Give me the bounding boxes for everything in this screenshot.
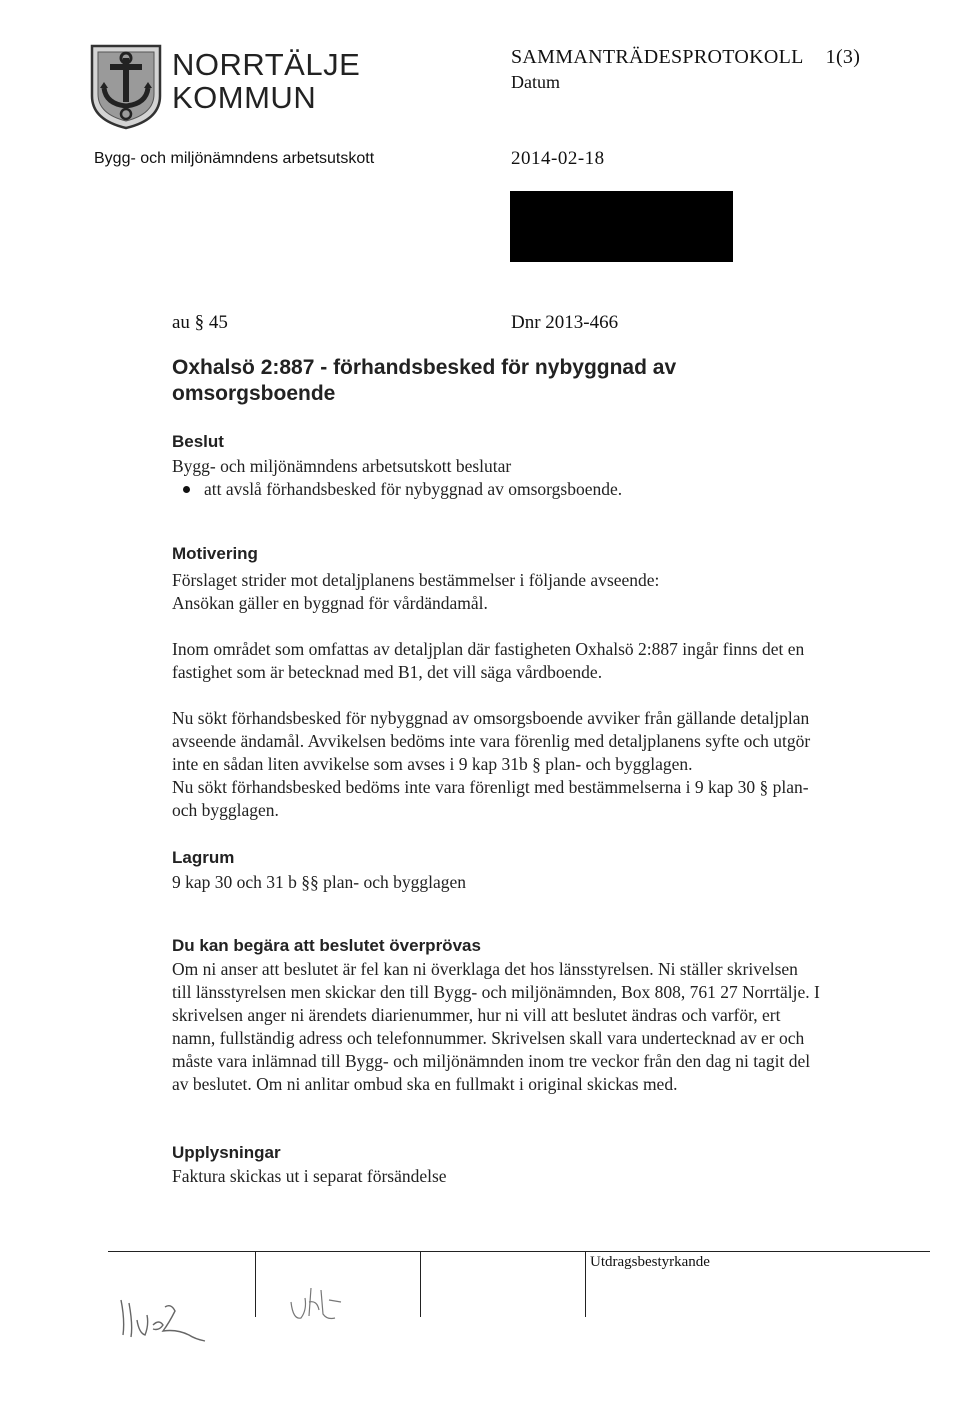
text-line: Förslaget strider mot detaljplanens bestämmelser i följande avseende: bbox=[172, 570, 660, 590]
text-line: fastighet som är betecknad med B1, det vill säga vårdboende. bbox=[172, 662, 603, 682]
lagrum-text: 9 kap 30 och 31 b §§ plan- och bygglagen bbox=[172, 872, 467, 892]
motivering-paragraph-2 bbox=[172, 638, 912, 684]
org-name-line2: KOMMUN bbox=[172, 80, 317, 115]
diary-number: Dnr 2013-466 bbox=[511, 312, 619, 333]
text-line: till länsstyrelsen men skickar den till Bygg- och miljönämnden, Box 808, 761 27 Norrtälje. I bbox=[172, 982, 820, 1002]
org-name-line1: NORRTÄLJE bbox=[172, 47, 361, 82]
text-line: måste vara inlämnad till Bygg- och miljönämnden inom tre veckor från den dag ni tagit del bbox=[172, 1051, 811, 1071]
signature-table-divider bbox=[255, 1251, 256, 1317]
signature-table-divider bbox=[585, 1251, 586, 1317]
beslut-section bbox=[172, 455, 912, 501]
committee-name: Bygg- och miljönämndens arbetsutskott bbox=[94, 150, 375, 167]
handwritten-signature-icon bbox=[285, 1280, 365, 1330]
meeting-date: 2014-02-18 bbox=[511, 148, 605, 169]
text-line: Om ni anser att beslutet är fel kan ni överklaga det hos länsstyrelsen. Ni ställer skrivelsen bbox=[172, 959, 798, 979]
text-line: Nu sökt förhandsbesked för nybyggnad av omsorgsboende avviker från gällande detaljplan bbox=[172, 708, 810, 728]
text-line: namn, fullständig adress och telefonnummer. Skrivelsen skall vara undertecknad av er och bbox=[172, 1028, 805, 1048]
section-reference: au § 45 bbox=[172, 312, 228, 333]
signature-table-divider bbox=[420, 1251, 421, 1317]
certified-extract-label: Utdragsbestyrkande bbox=[590, 1254, 710, 1270]
organization-name bbox=[172, 48, 360, 114]
motivering-paragraph-3 bbox=[172, 707, 912, 822]
appeal-heading: Du kan begära att beslutet överprövas bbox=[172, 936, 481, 955]
text-line: Inom området som omfattas av detaljplan där fastigheten Oxhalsö 2:887 ingår finns det en bbox=[172, 639, 805, 659]
beslut-bullet-text: att avslå förhandsbesked för nybyggnad av omsorgsboende. bbox=[204, 479, 623, 499]
case-title-line1: Oxhalsö 2:887 - förhandsbesked för nybyggnad av bbox=[172, 356, 677, 379]
bullet-icon bbox=[183, 486, 190, 493]
page-indicator: 1(3) bbox=[825, 46, 861, 68]
lagrum-heading: Lagrum bbox=[172, 848, 235, 867]
municipal-anchor-shield-icon bbox=[90, 44, 162, 130]
information-heading: Upplysningar bbox=[172, 1143, 281, 1162]
case-title bbox=[172, 355, 912, 407]
beslut-heading: Beslut bbox=[172, 432, 224, 451]
text-line: och bygglagen. bbox=[172, 800, 279, 820]
text-line: Nu sökt förhandsbesked bedöms inte vara förenligt med bestämmelserna i 9 kap 30 § plan- bbox=[172, 777, 809, 797]
text-line: skrivelsen anger ni ärendets diarienummer, hur ni vill att beslutet ändras och varför, ert bbox=[172, 1005, 781, 1025]
redaction-box bbox=[510, 191, 733, 262]
document-type bbox=[511, 46, 860, 69]
appeal-paragraph bbox=[172, 958, 912, 1096]
motivering-paragraph-1 bbox=[172, 569, 912, 615]
handwritten-signature-icon bbox=[115, 1285, 215, 1345]
text-line: Ansökan gäller en byggnad för vårdändamål. bbox=[172, 593, 488, 613]
motivering-heading: Motivering bbox=[172, 544, 258, 563]
date-label: Datum bbox=[511, 72, 560, 92]
document-type-label: SAMMANTRÄDESPROTOKOLL bbox=[511, 46, 804, 68]
text-line: avseende ändamål. Avvikelsen bedöms inte vara förenlig med detaljplanens syfte och utgör bbox=[172, 731, 811, 751]
beslut-bullet-item bbox=[172, 478, 912, 501]
beslut-intro: Bygg- och miljönämndens arbetsutskott beslutar bbox=[172, 456, 512, 476]
text-line: inte en sådan liten avvikelse som avses i 9 kap 31b § plan- och bygglagen. bbox=[172, 754, 693, 774]
text-line: av beslutet. Om ni anlitar ombud ska en fullmakt i original skickas med. bbox=[172, 1074, 678, 1094]
information-text: Faktura skickas ut i separat försändelse bbox=[172, 1166, 447, 1186]
signature-table-top-line bbox=[108, 1251, 930, 1252]
case-title-line2: omsorgsboende bbox=[172, 382, 336, 405]
